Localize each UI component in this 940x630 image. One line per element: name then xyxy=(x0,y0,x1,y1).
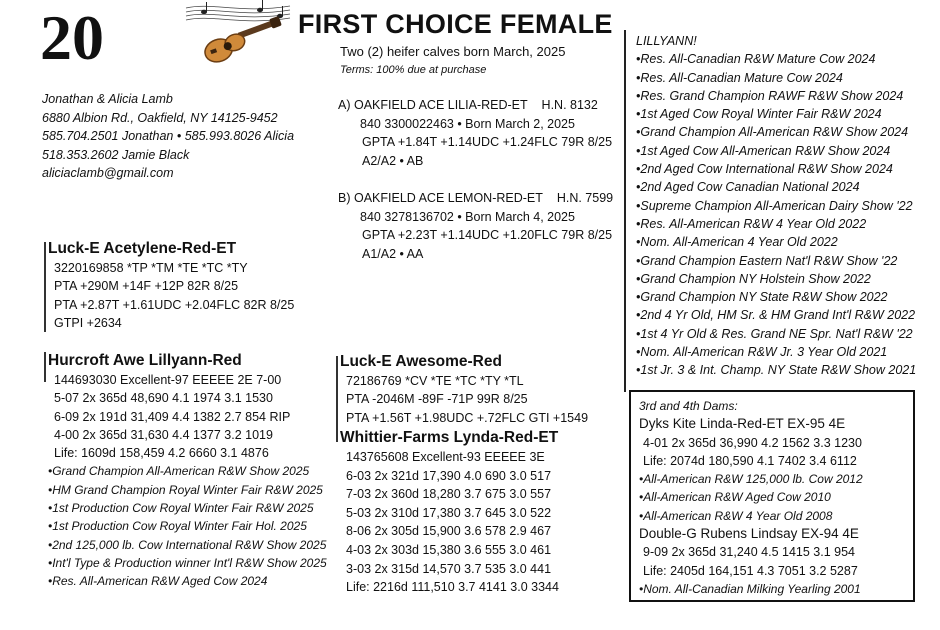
third-fourth-dams-box xyxy=(629,390,915,602)
lillyann-honor: •Res. All-American R&W 4 Year Old 2022 xyxy=(636,216,867,231)
dam-honor: •Int'l Type & Production winner Int'l R&W Show 2025 xyxy=(48,555,327,570)
dam-honor: •2nd 125,000 lb. Cow International R&W Show 2025 xyxy=(48,537,327,552)
offer-b-line3: A1/A2 • AA xyxy=(362,246,424,261)
dam-line: Life: 1609d 158,459 4.2 6660 3.1 4876 xyxy=(54,446,269,461)
lillyann-honor: •Supreme Champion All-American Dairy Show '22 xyxy=(636,198,913,213)
sire-bracket xyxy=(44,242,46,332)
lillyann-honor: •Grand Champion NY Holstein Show 2022 xyxy=(636,271,871,286)
fourth-dam-name: Double-G Rubens Lindsay EX-94 4E xyxy=(639,526,859,542)
consignor-address: 6880 Albion Rd., Oakfield, NY 14125-9452 xyxy=(42,110,278,125)
offer-b-line1: 840 3278136702 • Born March 4, 2025 xyxy=(360,209,575,224)
third-dam-line: 4-01 2x 365d 36,990 4.2 1562 3.3 1230 xyxy=(643,435,862,450)
granddam-block xyxy=(340,428,559,597)
offer-a xyxy=(338,96,612,170)
granddam-line: 4-03 2x 303d 15,380 3.6 555 3.0 461 xyxy=(346,542,552,557)
lillyann-honor: •1st Aged Cow All-American R&W Show 2024 xyxy=(636,143,891,158)
lillyann-honor: •Nom. All-American R&W Jr. 3 Year Old 2021 xyxy=(636,345,888,360)
granddam-line: 7-03 2x 360d 18,280 3.7 675 3.0 557 xyxy=(346,487,552,502)
subtitle: Two (2) heifer calves born March, 2025 xyxy=(340,44,566,59)
lillyann-honor: •Grand Champion NY State R&W Show 2022 xyxy=(636,290,888,305)
sire-line: PTA +290M +14F +12P 82R 8/25 xyxy=(54,279,239,294)
sire-line: GTPI +2634 xyxy=(54,315,122,330)
consignor-email: aliciaclamb@gmail.com xyxy=(42,166,174,180)
dam-sire-block xyxy=(340,352,588,427)
offer-a-line3: A2/A2 • AB xyxy=(362,153,424,168)
offer-b-line2: GPTA +2.23T +1.14UDC +1.20FLC 79R 8/25 xyxy=(362,228,613,242)
granddam-line: 8-06 2x 305d 15,900 3.6 578 2.9 467 xyxy=(346,524,552,539)
granddam-name: Whittier-Farms Lynda-Red-ET xyxy=(340,429,559,446)
third-dam-honor: •All-American R&W 4 Year Old 2008 xyxy=(639,508,833,523)
offer-b xyxy=(338,189,613,263)
granddam-line: Life: 2216d 111,510 3.7 4141 3.0 3344 xyxy=(346,580,559,595)
dam-bracket xyxy=(44,352,46,382)
lot-number: 20 xyxy=(40,2,104,73)
fourth-dam-honor: •Nom. All-Canadian Milking Yearling 2001 xyxy=(639,581,861,596)
dam-sire-name: Luck-E Awesome-Red xyxy=(340,353,502,370)
lillyann-honor: •2nd Aged Cow International R&W Show 2024 xyxy=(636,162,893,177)
third-dam-name: Dyks Kite Linda-Red-ET EX-95 4E xyxy=(639,416,846,432)
lillyann-honor: •2nd Aged Cow Canadian National 2024 xyxy=(636,180,860,195)
lillyann-honor: •Res. All-Canadian Mature Cow 2024 xyxy=(636,70,843,85)
lillyann-heading: LILLYANN! xyxy=(636,34,697,48)
offer-a-line1: 840 3300022463 • Born March 2, 2025 xyxy=(360,116,575,131)
guitar-music-notes-illustration xyxy=(182,0,294,78)
lillyann-honor: •Res. Grand Champion RAWF R&W Show 2024 xyxy=(636,88,904,103)
lillyann-honor: •Grand Champion All-American R&W Show 2024 xyxy=(636,125,909,140)
consignor-info xyxy=(42,90,294,183)
dam-sire-bracket xyxy=(336,356,338,442)
terms: Terms: 100% due at purchase xyxy=(340,64,487,76)
lillyann-honor: •Grand Champion Eastern Nat'l R&W Show '22 xyxy=(636,253,898,268)
lillyann-honor: •1st Jr. 3 & Int. Champ. NY State R&W Show 2021 xyxy=(636,363,917,378)
sire-name: Luck-E Acetylene-Red-ET xyxy=(48,240,237,257)
dam-honor: •Grand Champion All-American R&W Show 2025 xyxy=(48,464,310,479)
granddam-line: 143765608 Excellent-93 EEEEE 3E xyxy=(346,450,545,464)
sire-line: 3220169858 *TP *TM *TE *TC *TY xyxy=(54,261,248,275)
third-dam-line: Life: 2074d 180,590 4.1 7402 3.4 6112 xyxy=(643,453,857,468)
sire-line: PTA +2.87T +1.61UDC +2.04FLC 82R 8/25 xyxy=(54,297,295,312)
lillyann-honor: •1st Aged Cow Royal Winter Fair R&W 2024 xyxy=(636,107,882,122)
dam-block xyxy=(48,351,327,591)
lillyann-honor: •Res. All-Canadian R&W Mature Cow 2024 xyxy=(636,52,876,67)
dam-line: 144693030 Excellent-97 EEEEE 2E 7-00 xyxy=(54,373,282,387)
dam-honor: •HM Grand Champion Royal Winter Fair R&W 2025 xyxy=(48,482,323,497)
lillyann-honor: •1st 4 Yr Old & Res. Grand NE Spr. Nat'l R&W '22 xyxy=(636,326,913,341)
lillyann-honor: •Nom. All-American 4 Year Old 2022 xyxy=(636,235,838,250)
dam-name: Hurcroft Awe Lillyann-Red xyxy=(48,352,242,369)
consignor-phone: 585.704.2501 Jonathan • 585.993.8026 Alicia xyxy=(42,129,295,143)
dam-honor: •1st Production Cow Royal Winter Fair R&W 2025 xyxy=(48,501,314,516)
dam-line: 6-09 2x 191d 31,409 4.4 1382 2.7 854 RIP xyxy=(54,409,291,424)
consignor-name: Jonathan & Alicia Lamb xyxy=(42,92,173,106)
consignor-phone-2: 518.353.2602 Jamie Black xyxy=(42,147,190,162)
dam-sire-line: 72186769 *CV *TE *TC *TY *TL xyxy=(346,374,524,388)
offer-b-name: B) OAKFIELD ACE LEMON-RED-ET xyxy=(338,191,543,205)
dams-heading: 3rd and 4th Dams: xyxy=(639,399,738,413)
lillyann-honor: •2nd 4 Yr Old, HM Sr. & HM Grand Int'l R&W 2022 xyxy=(636,308,916,323)
offer-a-name: A) OAKFIELD ACE LILIA-RED-ET xyxy=(338,98,528,112)
dam-honor: •Res. All-American R&W Aged Cow 2024 xyxy=(48,574,268,589)
dam-sire-line: PTA -2046M -89F -71P 99R 8/25 xyxy=(346,392,528,407)
third-dam-honor: •All-American R&W Aged Cow 2010 xyxy=(639,490,831,505)
page-title: FIRST CHOICE FEMALE xyxy=(298,9,613,39)
right-column-divider xyxy=(624,30,626,392)
third-dam-honor: •All-American R&W 125,000 lb. Cow 2012 xyxy=(639,472,863,487)
granddam-line: 6-03 2x 321d 17,390 4.0 690 3.0 517 xyxy=(346,468,552,483)
offer-a-hn: H.N. 8132 xyxy=(541,98,598,112)
offer-b-hn: H.N. 7599 xyxy=(556,191,614,205)
lillyann-honors xyxy=(636,32,916,380)
offer-a-line2: GPTA +1.84T +1.14UDC +1.24FLC 79R 8/25 xyxy=(362,135,613,149)
sire-block xyxy=(48,239,294,332)
dam-sire-line: PTA +1.56T +1.98UDC +.72FLC GTI +1549 xyxy=(346,410,589,425)
dam-line: 4-00 2x 365d 31,630 4.4 1377 3.2 1019 xyxy=(54,427,273,442)
dam-line: 5-07 2x 365d 48,690 4.1 1974 3.1 1530 xyxy=(54,391,273,406)
fourth-dam-line: 9-09 2x 365d 31,240 4.5 1415 3.1 954 xyxy=(643,545,855,560)
granddam-line: 3-03 2x 315d 14,570 3.7 535 3.0 441 xyxy=(346,561,552,576)
granddam-line: 5-03 2x 310d 17,380 3.7 645 3.0 522 xyxy=(346,505,552,520)
dam-honor: •1st Production Cow Royal Winter Fair Hol. 2025 xyxy=(48,519,307,534)
fourth-dam-line: Life: 2405d 164,151 4.3 7051 3.2 5287 xyxy=(643,563,858,578)
